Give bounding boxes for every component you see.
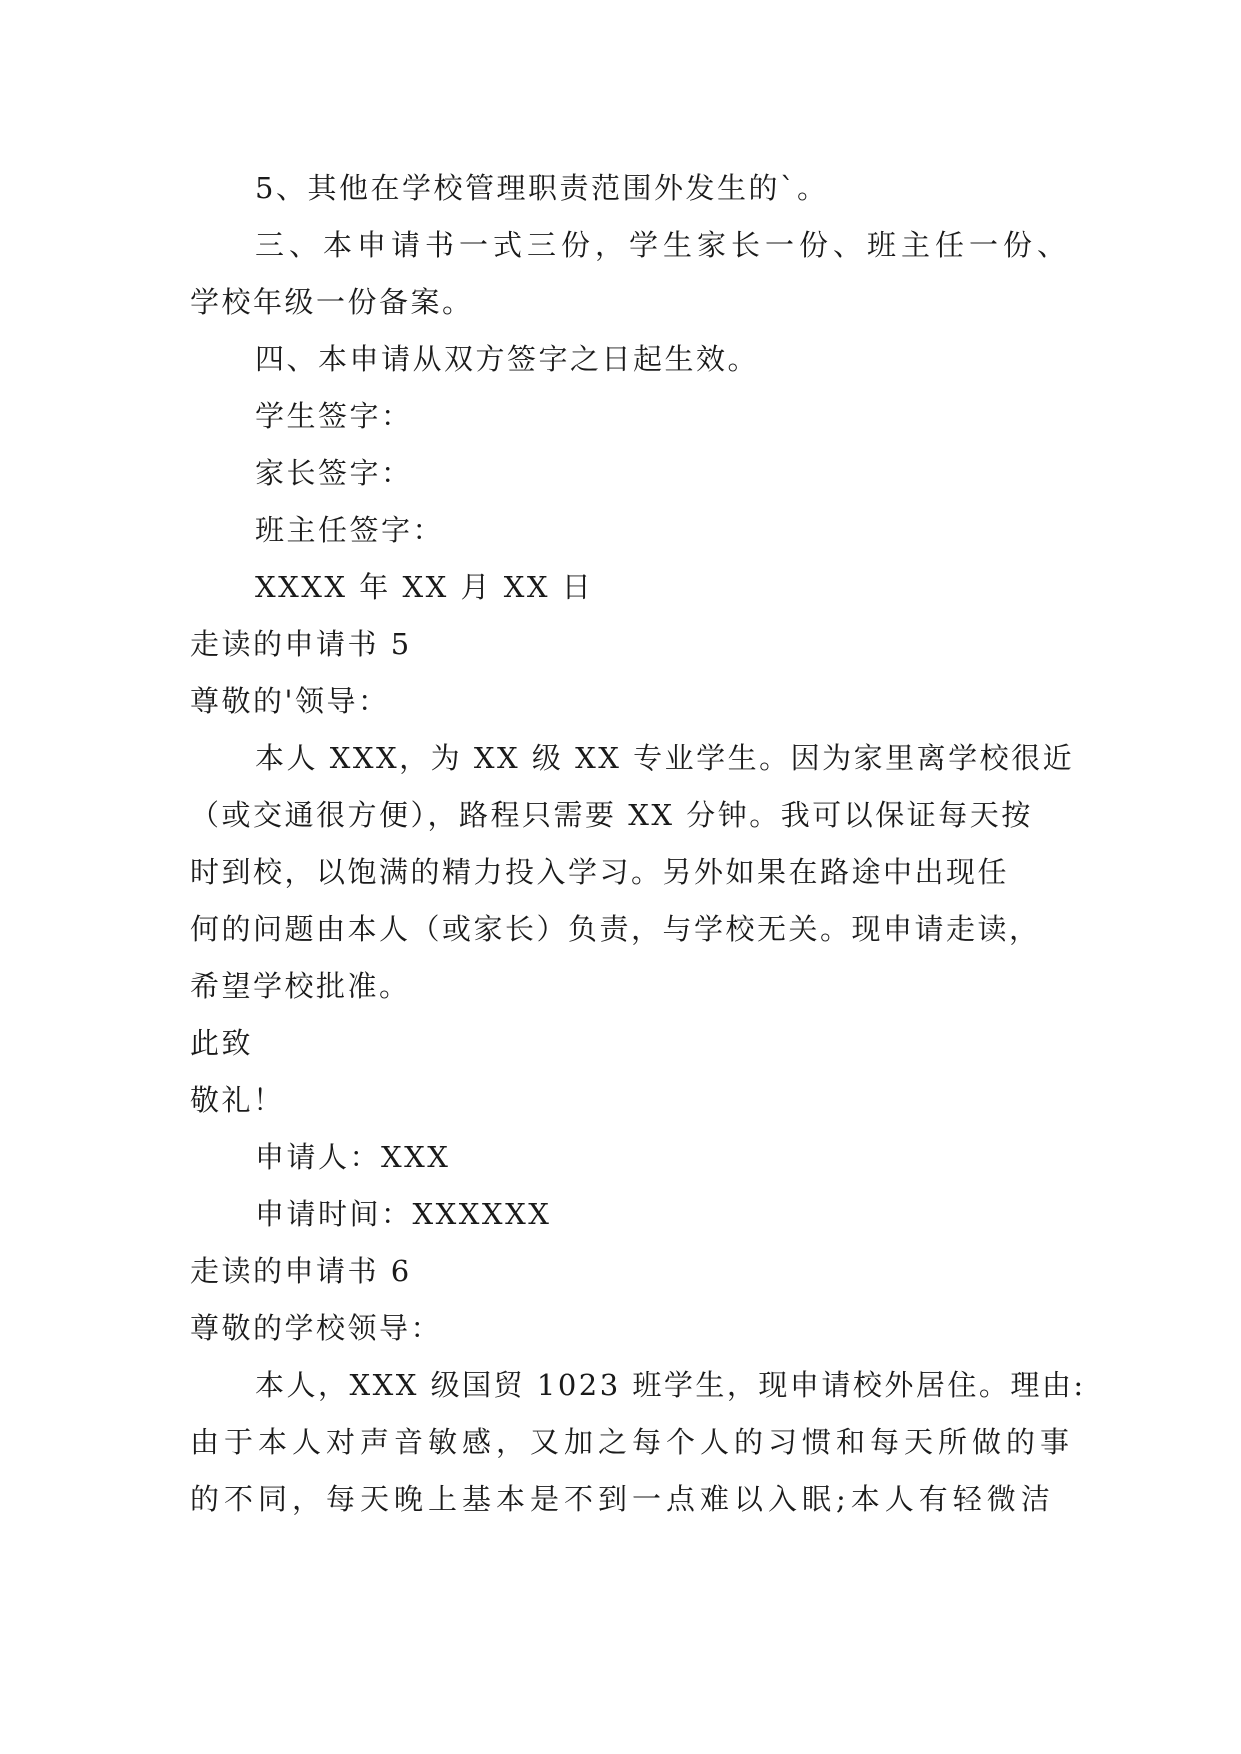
closing-jingli: 敬礼！ [190, 1083, 285, 1117]
clause-three-line-2: 学校年级一份备案。 [190, 285, 474, 319]
letter-6-paragraph-line-1: 本人，XXX 级国贸 1023 班学生，现申请校外居住。理由: [255, 1368, 1086, 1402]
letter-5-paragraph-line-1: 本人 XXX，为 XX 级 XX 专业学生。因为家里离学校很近 [255, 741, 1075, 775]
salutation-5: 尊敬的'领导： [190, 684, 390, 718]
section-title-5: 走读的申请书 5 [190, 627, 412, 661]
salutation-6: 尊敬的学校领导： [190, 1311, 443, 1345]
application-time: 申请时间：XXXXXX [255, 1197, 552, 1231]
signature-date: XXXX 年 XX 月 XX 日 [255, 570, 594, 604]
applicant-name: 申请人：XXX [255, 1140, 451, 1174]
item-5-clause: 5、其他在学校管理职责范围外发生的`。 [255, 171, 829, 205]
letter-5-paragraph-line-5: 希望学校批准。 [190, 969, 411, 1003]
letter-6-paragraph-line-3: 的不同，每天晚上基本是不到一点难以入眠;本人有轻微洁 [190, 1482, 1055, 1516]
closing-cizhi: 此致 [190, 1026, 254, 1060]
clause-three-line-1: 三、本申请书一式三份，学生家长一份、班主任一份、 [255, 228, 1072, 262]
letter-6-paragraph-line-2: 由于本人对声音敏感，又加之每个人的习惯和每天所做的事 [190, 1425, 1075, 1459]
section-title-6: 走读的申请书 6 [190, 1254, 412, 1288]
clause-four: 四、本申请从双方签字之日起生效。 [255, 342, 760, 376]
letter-5-paragraph-line-2: （或交通很方便），路程只需要 XX 分钟。我可以保证每天按 [190, 798, 1033, 832]
parent-signature-label: 家长签字： [255, 456, 413, 490]
letter-5-paragraph-line-4: 何的问题由本人（或家长）负责，与学校无关。现申请走读， [190, 912, 1041, 946]
student-signature-label: 学生签字： [255, 399, 413, 433]
teacher-signature-label: 班主任签字： [255, 513, 445, 547]
letter-5-paragraph-line-3: 时到校，以饱满的精力投入学习。另外如果在路途中出现任 [190, 855, 1010, 889]
